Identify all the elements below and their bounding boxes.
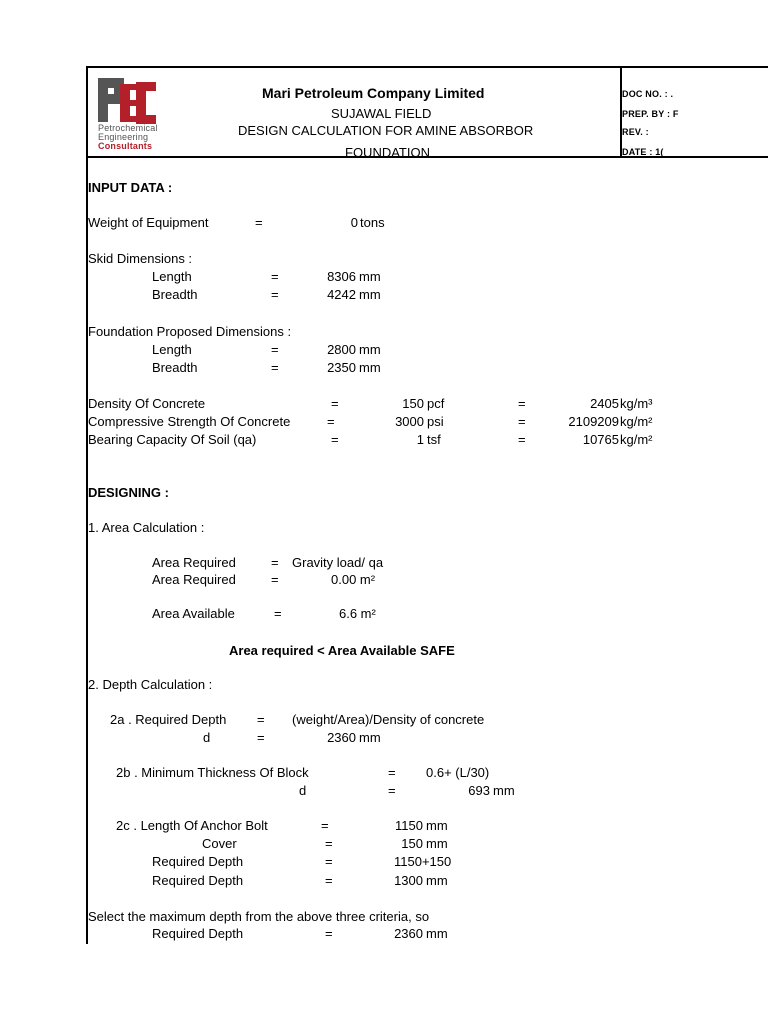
weight-label: Weight of Equipment xyxy=(88,215,209,230)
area-req2-label: Area Required xyxy=(152,572,236,587)
skid-breadth-unit: mm xyxy=(359,287,381,302)
depth-b-d-label: d xyxy=(299,783,307,798)
foundation-breadth-unit: mm xyxy=(359,360,381,375)
foundation-length-unit: mm xyxy=(359,342,381,357)
weight-unit: tons xyxy=(360,215,385,230)
property-label: Compressive Strength Of Concrete xyxy=(88,414,291,429)
depth-b-d-eq: = xyxy=(388,783,396,798)
property-eq1: = xyxy=(331,396,339,411)
foundation-length-label: Length xyxy=(152,342,192,357)
foundation-breadth-label: Breadth xyxy=(152,360,198,375)
depth-a-d-eq: = xyxy=(257,730,265,745)
select-max-text: Select the maximum depth from the above three criteria, so xyxy=(88,909,430,924)
foundation-heading: Foundation Proposed Dimensions : xyxy=(88,324,292,339)
property-eq2: = xyxy=(518,396,526,411)
property-value1: 150 xyxy=(402,396,424,411)
property-unit1: pcf xyxy=(427,396,445,411)
logo-line2: Engineering xyxy=(98,132,149,142)
designing-heading: DESIGNING : xyxy=(88,485,169,500)
depth-b-label: 2b . Minimum Thickness Of Block xyxy=(116,765,309,780)
area-req1-label: Area Required xyxy=(152,555,236,570)
property-value2: 2405 xyxy=(590,396,619,411)
logo-line1: Petrochemical xyxy=(98,123,158,133)
depth-b-d-value: 693 xyxy=(468,783,490,798)
pec-logo-mark xyxy=(96,74,162,126)
property-unit2: kg/m³ xyxy=(620,396,653,411)
skid-breadth-eq: = xyxy=(271,287,279,302)
depth-c-rd1-eq: = xyxy=(325,854,333,869)
depth-c-eq: = xyxy=(321,818,329,833)
field-name: SUJAWAL FIELD xyxy=(331,106,432,121)
property-eq1: = xyxy=(327,414,335,429)
property-eq2: = xyxy=(518,432,526,447)
depth-c-rd2-label: Required Depth xyxy=(152,873,244,888)
depth-b-d-unit: mm xyxy=(493,783,515,798)
doc-title-line1: DESIGN CALCULATION FOR AMINE ABSORBOR xyxy=(238,123,534,138)
area-check: Area required < Area Available SAFE xyxy=(229,643,455,658)
depth-c-unit: mm xyxy=(426,818,448,833)
depth-c-rd2-unit: mm xyxy=(426,873,448,888)
skid-heading: Skid Dimensions : xyxy=(88,251,193,266)
depth-c-rd2-eq: = xyxy=(325,873,333,888)
depth-c-cover-unit: mm xyxy=(426,836,448,851)
final-depth-value: 2360 xyxy=(394,926,423,941)
skid-length-value: 8306 xyxy=(327,269,356,284)
property-unit1: tsf xyxy=(427,432,441,447)
property-label: Density Of Concrete xyxy=(88,396,206,411)
left-border xyxy=(86,158,88,944)
area-req2-value: 0.00 m² xyxy=(331,572,376,587)
final-depth-label: Required Depth xyxy=(152,926,244,941)
depth-a-eq: = xyxy=(257,712,265,727)
property-unit1: psi xyxy=(427,414,444,429)
final-depth-eq: = xyxy=(325,926,333,941)
depth-b-formula: 0.6+ (L/30) xyxy=(426,765,490,780)
logo-line3: Consultants xyxy=(98,141,153,151)
area-req2-eq: = xyxy=(271,572,279,587)
skid-length-label: Length xyxy=(152,269,192,284)
skid-breadth-value: 4242 xyxy=(327,287,356,302)
depth-c-rd2-value: 1300 xyxy=(394,873,423,888)
foundation-length-eq: = xyxy=(271,342,279,357)
property-unit2: kg/m² xyxy=(620,432,653,447)
final-depth-unit: mm xyxy=(426,926,448,941)
depth-c-cover-label: Cover xyxy=(202,836,237,851)
depth-c-cover-value: 150 xyxy=(401,836,423,851)
property-value1: 3000 xyxy=(395,414,424,429)
weight-eq: = xyxy=(255,215,263,230)
skid-length-unit: mm xyxy=(359,269,381,284)
foundation-breadth-value: 2350 xyxy=(327,360,356,375)
depth-a-label: 2a . Required Depth xyxy=(110,712,227,727)
depth-a-d-label: d xyxy=(203,730,211,745)
area-avail-eq: = xyxy=(274,606,282,621)
company-name: Mari Petroleum Company Limited xyxy=(262,85,485,101)
depth-c-rd1-label: Required Depth xyxy=(152,854,244,869)
depth-b-eq: = xyxy=(388,765,396,780)
depth-c-label: 2c . Length Of Anchor Bolt xyxy=(116,818,268,833)
property-eq2: = xyxy=(518,414,526,429)
property-label: Bearing Capacity Of Soil (qa) xyxy=(88,432,257,447)
doc-title-line2: FOUNDATION xyxy=(345,145,430,160)
company-logo xyxy=(96,74,162,152)
meta-rev: REV. : xyxy=(622,127,649,137)
weight-value: 0 xyxy=(350,215,358,230)
area-heading: 1. Area Calculation : xyxy=(88,520,205,535)
depth-a-formula: (weight/Area)/Density of concrete xyxy=(292,712,485,727)
property-value1: 1 xyxy=(416,432,424,447)
depth-c-value: 1150 xyxy=(395,818,423,833)
skid-breadth-label: Breadth xyxy=(152,287,198,302)
property-value2: 2109209 xyxy=(568,414,619,429)
area-avail-label: Area Available xyxy=(152,606,235,621)
depth-a-d-unit: mm xyxy=(359,730,381,745)
area-req1-value: Gravity load/ qa xyxy=(292,555,384,570)
input-data-heading: INPUT DATA : xyxy=(88,180,173,195)
property-unit2: kg/m² xyxy=(620,414,653,429)
property-eq1: = xyxy=(331,432,339,447)
foundation-length-value: 2800 xyxy=(327,342,356,357)
area-req1-eq: = xyxy=(271,555,279,570)
skid-length-eq: = xyxy=(271,269,279,284)
area-avail-value: 6.6 m² xyxy=(339,606,376,621)
depth-c-cover-eq: = xyxy=(325,836,333,851)
depth-a-d-value: 2360 xyxy=(327,730,356,745)
meta-prep-by: PREP. BY : F xyxy=(622,109,679,119)
foundation-breadth-eq: = xyxy=(271,360,279,375)
depth-heading: 2. Depth Calculation : xyxy=(88,677,213,692)
meta-doc-no: DOC NO. : . xyxy=(622,89,674,99)
property-value2: 10765 xyxy=(582,432,619,447)
meta-date: DATE : 1( xyxy=(622,147,664,157)
depth-c-rd1-value: 1150+150 xyxy=(394,854,452,869)
